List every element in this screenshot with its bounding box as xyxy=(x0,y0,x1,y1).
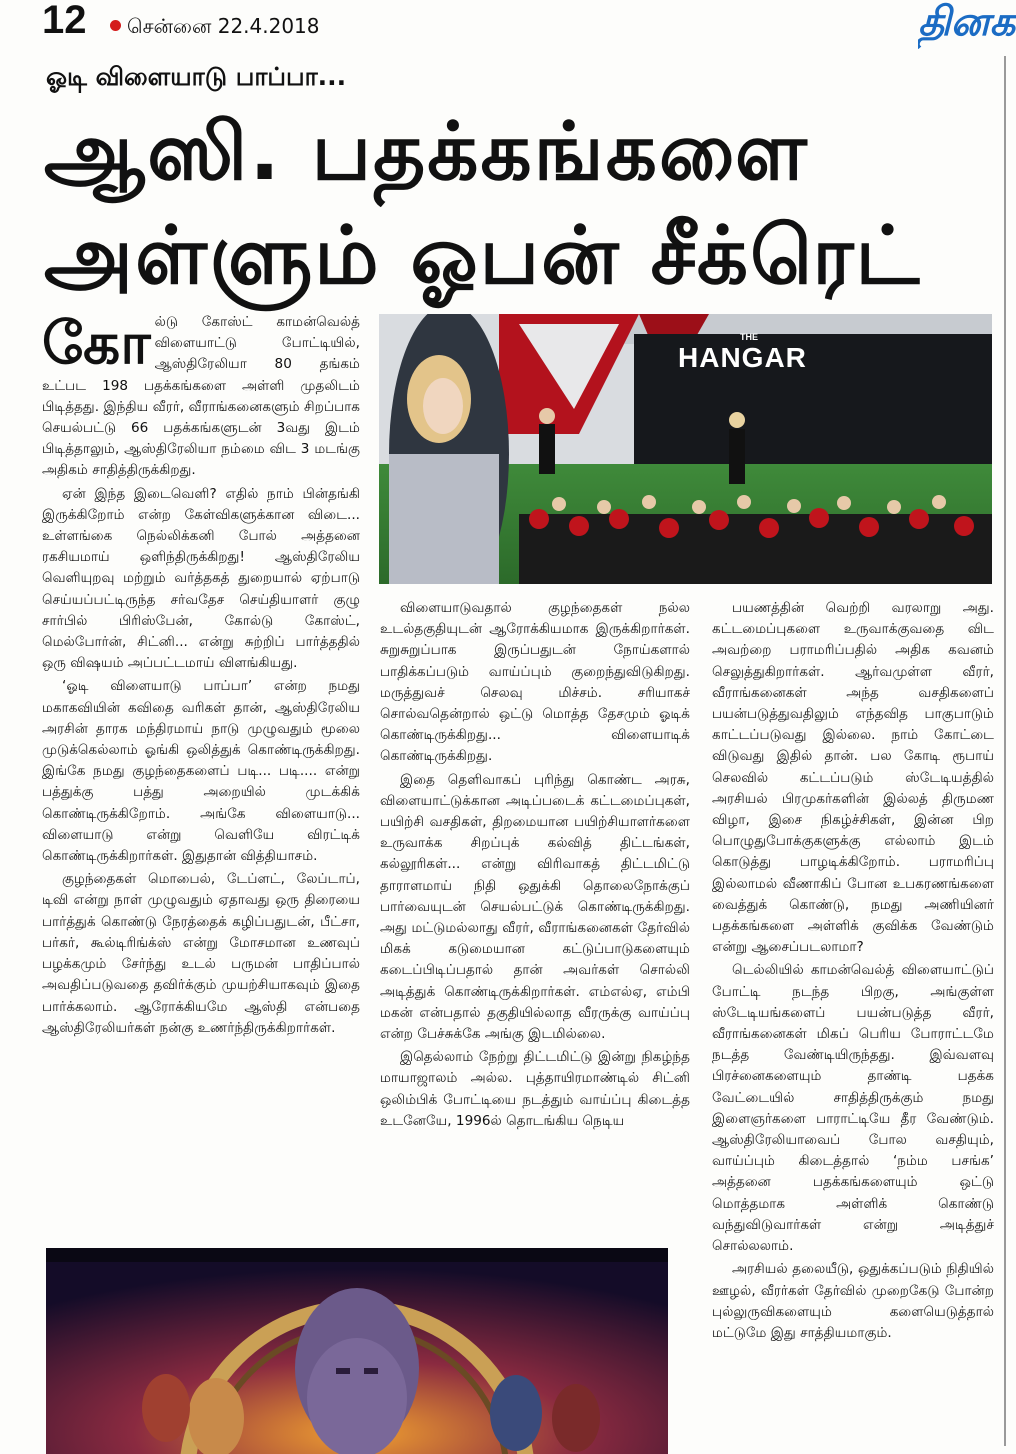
paragraph: விளையாடுவதால் குழந்தைகள் நல்ல உடல்தகுதியுடன் ஆரோக்கியமாக இருக்கிறார்கள். சுறுசுறுப்பாக இருப்பதுடன் நோய்களால் பாதிக்கப்படும் வாய்ப்பும் குறைந்துவிடுகிறது. மருத்துவச் செலவு மிச்சம். சரியாகச் சொல்வதென்றால் ஒட்டு மொத்த தேசமும் ஓடிக் கொண்டிருக்கிறது... விளையாடிக் கொண்டிருக்கிறது. xyxy=(380,600,690,765)
article-column-3 xyxy=(712,598,994,1346)
newspaper-logo: தினக xyxy=(918,0,1016,45)
hangar-sign-small: THE xyxy=(740,332,758,342)
villain-poster-art xyxy=(46,1248,668,1454)
red-bullet-icon xyxy=(110,20,121,31)
paragraph: ‘ஓடி விளையாடு பாப்பா’ என்ற நமது மகாகவியின் கவிதை வரிகள் தான், ஆஸ்திரேலிய அரசின் தாரக மந்திரமாய் நாடு முழுவதும் மூலை முடுக்கெல்லாம் ஓங்கி ஒலித்துக் கொண்டிருக்கிறது. இங்கே நமது குழந்தைகளைப் படி... படி.... என்று பத்துக்கு பத்து அறையில் முடக்கிக் கொண்டிருக்கிறோம். அங்கே விளையாடு... விளையாடு என்று வெளியே விரட்டிக் கொண்டிருக்கிறார்கள். இதுதான் வித்தியாசம். xyxy=(42,678,360,865)
article-kicker: ஓடி விளையாடு பாப்பா... xyxy=(46,62,347,91)
movie-poster-image xyxy=(46,1248,668,1454)
dateline: சென்னை 22.4.2018 xyxy=(127,14,320,38)
paragraph xyxy=(42,309,360,482)
paragraph: அரசியல் தலையீடு, ஒதுக்கப்படும் நிதியில் ஊழல், வீரர்கள் தேர்வில் முறைகேடு போன்ற புல்லுருவிகளையும் களையெடுத்தால் மட்டுமே இது சாத்தியமாகும். xyxy=(712,1261,994,1341)
article-column-1 xyxy=(42,309,360,1041)
paragraph: பயணத்தின் வெற்றி வரலாறு அது. கட்டமைப்புகளை உருவாக்குவதை விட அவற்றை பராமரிப்பதில் அதிக கவனம் செலுத்துகிறார்கள். ஆர்வமுள்ள வீரர், வீராங்கனைகள் அந்த வசதிகளைப் பயன்படுத்துவதிலும் எந்தவித பாகுபாடும் காட்டப்படுவது இல்லை. நாம் கோட்டை விடுவது இதில் தான். பல கோடி ரூபாய் செலவில் கட்டப்படும் ஸ்டேடியத்தில் அரசியல் பிரமுகர்களின் இல்லத் திருமண விழா, இசை நிகழ்ச்சிகள், இன்ன பிற பொழுதுபோக்குகளுக்கு எல்லாம் இடம் கொடுத்து பாழடிக்கிறோம். பராமரிப்பு இல்லாமல் வீணாகிப் போன உபகரணங்களை வைத்துக் கொண்டு, நமது அணியினர் பதக்கங்களை அள்ளிக் குவிக்க வேண்டும் என்று ஆசைப்படலாமா? xyxy=(712,600,994,956)
drop-cap: கோ xyxy=(42,309,151,377)
page-edge-rule xyxy=(1004,56,1006,1446)
paragraph: ஏன் இந்த இடைவெளி? எதில் நாம் பின்தங்கி இருக்கிறோம் என்ற கேள்விகளுக்கான விடை... உள்ளங்கை நெல்லிக்கனி போல் அத்தனை ரகசியமாய் ஒளிந்திருக்கிறது! ஆஸ்திரேலிய வெளியுறவு மற்றும் வர்த்தகத் துறையால் ஏற்பாடு செய்யப்பட்டிருந்த சர்வதேச செய்தியாளர் குழு சார்பில் பிரிஸ்பேன், கோல்டு கோஸ்ட், மெல்போர்ன், சிட்னி... என்று சுற்றிப் பார்த்ததில் ஒரு விஷயம் அப்பட்டமாய் விளங்கியது. xyxy=(42,485,360,672)
page-header xyxy=(0,0,1016,48)
paragraph: இதை தெளிவாகப் புரிந்து கொண்ட அரசு, விளையாட்டுக்கான அடிப்படைக் கட்டமைப்புகள், பயிற்சி வசதிகள், திறமையான பயிற்சியாளர்களை உருவாக்க சிறப்புக் கல்வித் திட்டங்கள், கல்லூரிகள்... என்று விரிவாகத் திட்டமிட்டு தாராளமாய் நிதி ஒதுக்கி தொலைநோக்குப் பார்வையுடன் செயல்பட்டுக் கொண்டிருக்கிறது. அது மட்டுமல்லாது வீரர், வீராங்கனைகள் தேர்வில் மிகக் கடுமையான கட்டுப்பாடுகளையும் கடைப்பிடிப்பதால் தான் அவர்கள் சொல்லி அடித்துக் கொண்டிருக்கிறார்கள். எம்எல்ஏ, எம்பி மகன் என்பதால் தகுதியில்லாத வீரருக்கு வாய்ப்பு என்ற பேச்சுக்கே அங்கு இடமில்லை. xyxy=(380,771,690,1043)
page-number: 12 xyxy=(42,0,87,42)
headline-line-2: அள்ளும் ஓபன் சீக்ரெட் xyxy=(44,209,922,302)
article-headline xyxy=(44,100,994,308)
headline-line-1: ஆஸி. பதக்கங்களை xyxy=(44,105,809,198)
paragraph: இதெல்லாம் நேற்று திட்டமிட்டு இன்று நிகழ்ந்த மாயாஜாலம் அல்ல. புத்தாயிரமாண்டில் சிட்னி ஒலிம்பிக் போட்டியை நடத்தும் வாய்ப்பு கிடைத்த உடனேயே, 1996ல் தொடங்கிய நெடிய xyxy=(380,1049,690,1129)
paragraph: டெல்லியில் காமன்வெல்த் விளையாட்டுப் போட்டி நடந்த பிறகு, அங்குள்ள ஸ்டேடியங்களைப் பயன்படுத்த வீரர், வீராங்கனைகள் மிகப் பெரிய போராட்டமே நடத்த வேண்டியிருந்தது. இவ்வளவு பிரச்னைகளையும் தாண்டி பதக்க வேட்டையில் சாதித்திருக்கும் நமது இளைஞர்களை பாராட்டியே தீர வேண்டும். ஆஸ்திரேலியாவைப் போல வசதியும், வாய்ப்பும் கிடைத்தால் ‘நம்ம பசங்க’ அத்தனை பதக்கங்களையும் ஒட்டு மொத்தமாக அள்ளிக் கொண்டு வந்துவிடுவார்கள் என்று அடித்துச் சொல்லலாம். xyxy=(712,962,994,1255)
paragraph-text: ல்டு கோஸ்ட் காமன்வெல்த் விளையாட்டு போட்டியில், ஆஸ்திரேலியா 80 தங்கம் உட்பட 198 பதக்கங்களை அள்ளி முதலிடம் பிடித்தது. இந்திய வீரர், வீராங்கனைகளும் சிறப்பாக செயல்பட்டு 66 பதக்கங்களுடன் 3வது இடம் பிடித்தாலும், ஆஸ்திரேலியா நம்மை விட 3 மடங்கு அதிகம் சாதித்திருக்கிறது. xyxy=(42,314,360,479)
paragraph: குழந்தைகள் மொபைல், டேப்ளட், லேப்டாப், டிவி என்று நாள் முழுவதும் ஏதாவது ஒரு திரையை பார்த்துக் கொண்டு நேரத்தைக் கழிப்பதுடன், பீட்சா, பர்கர், கூல்டிரிங்க்ஸ் என்று மோசமான உணவுப் பழக்கமும் சேர்ந்து உடல் பருமன் பாதிப்பால் அவதிப்படுவதை தவிர்க்கும் முயற்சியாகவும் இதை பார்க்கலாம். ஆரோக்கியமே ஆஸ்தி என்பதை ஆஸ்திரேலியர்கள் நன்கு உணர்ந்திருக்கிறார்கள். xyxy=(42,871,360,1036)
article-column-2 xyxy=(380,598,690,1134)
hangar-sign: HANGAR xyxy=(678,342,807,373)
